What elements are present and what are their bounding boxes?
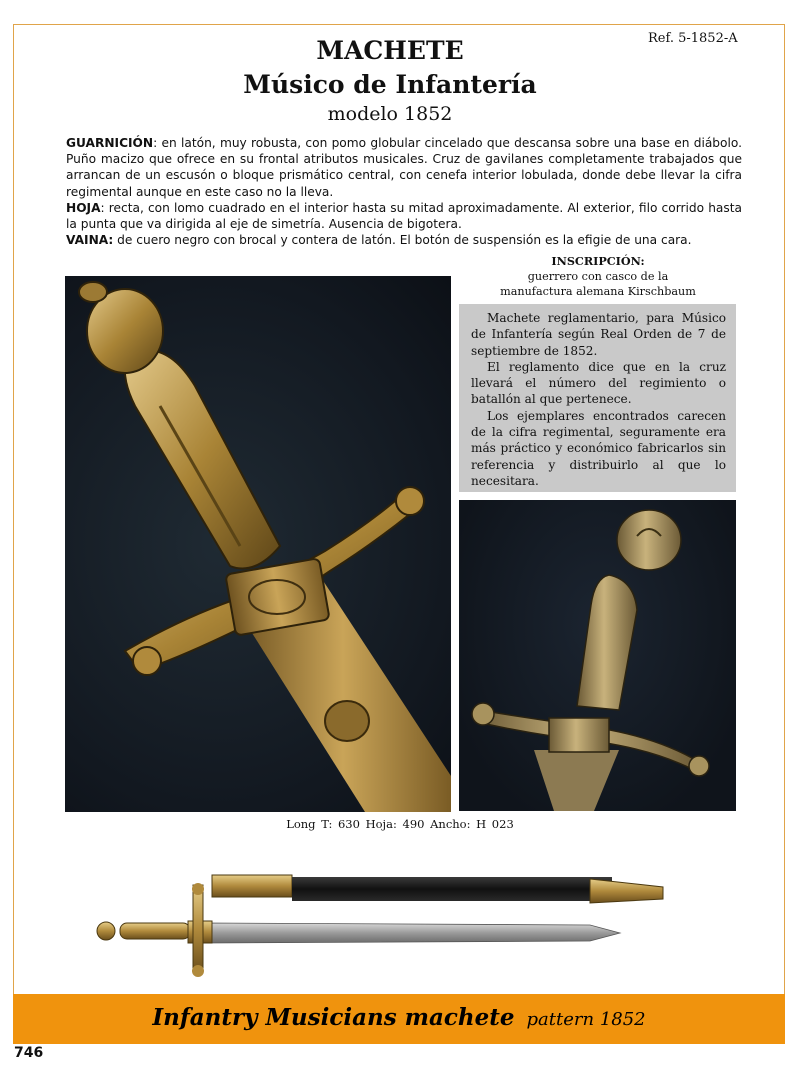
english-subtitle: pattern 1852: [526, 1009, 646, 1030]
guarnicion-label: GUARNICIÓN: [66, 136, 154, 150]
hoja-paragraph: [66, 200, 742, 232]
page-subtitle: Músico de Infantería: [243, 70, 537, 99]
hilt-reverse-photo: [459, 500, 736, 811]
dimensions-caption: Long T: 630 Hoja: 490 Ancho: H 023: [286, 817, 514, 831]
note-paragraph-1: Machete reglamentario, para Músico de Infantería según Real Orden de 7 de septiembre de 1852.: [471, 311, 726, 358]
note-paragraph-3: Los ejemplares encontrados carecen de la cifra regimental, seguramente era más práctico y económico fabricarlos sin referencia y distribuirlo al que lo necesitara.: [471, 408, 726, 488]
full-sword-illustration: [90, 865, 680, 980]
inscription-line-2: manufactura alemana Kirschbaum: [500, 285, 696, 298]
reference-code: Ref. 5-1852-A: [648, 31, 738, 46]
description-block: [66, 135, 742, 248]
hilt-closeup-photo: [65, 276, 451, 812]
hilt-reverse-illustration: [459, 500, 736, 811]
full-sword-photo: [90, 865, 680, 980]
page-title: MACHETE: [316, 36, 464, 65]
footer-banner: [13, 994, 785, 1044]
model-year: modelo 1852: [327, 103, 453, 125]
english-title: Infantry Musicians machete: [152, 1004, 515, 1031]
hoja-text: : recta, con lomo cuadrado en el interior hasta su mitad aproximadamente. Al exterior, filo corrido hasta la punta que va dirigida al eje de simetría. Ausencia de bigotera.: [66, 200, 742, 232]
inscription-caption: [455, 254, 741, 299]
guarnicion-paragraph: [66, 135, 742, 200]
page-number: 746: [14, 1045, 44, 1061]
hoja-label: HOJA: [66, 200, 101, 215]
note-paragraph-2: El reglamento dice que en la cruz llevará el número del regimiento o batallón al que pertenece.: [471, 359, 726, 407]
inscription-heading: INSCRIPCIÓN:: [551, 254, 645, 268]
vaina-paragraph: [66, 232, 742, 248]
guarnicion-text: : en latón, muy robusta, con pomo globular cincelado que descansa sobre una base en diábolo. Puño macizo que ofrece en su frontal atributos musicales. Cruz de gavilanes completamente trabajados que arrancan de un escusón o bloque prismático central, con cenefa interior lobulada, donde debe llevar la cifra regimental aunque en este caso no la lleva.: [66, 136, 742, 199]
vaina-label: VAINA:: [66, 233, 114, 248]
hilt-closeup-illustration: [65, 276, 451, 812]
footer-banner-text: [13, 1004, 785, 1031]
historical-note: [459, 304, 736, 492]
inscription-line-1: guerrero con casco de la: [527, 270, 669, 283]
vaina-text: de cuero negro con brocal y contera de latón. El botón de suspensión es la efigie de una cara.: [113, 233, 692, 248]
